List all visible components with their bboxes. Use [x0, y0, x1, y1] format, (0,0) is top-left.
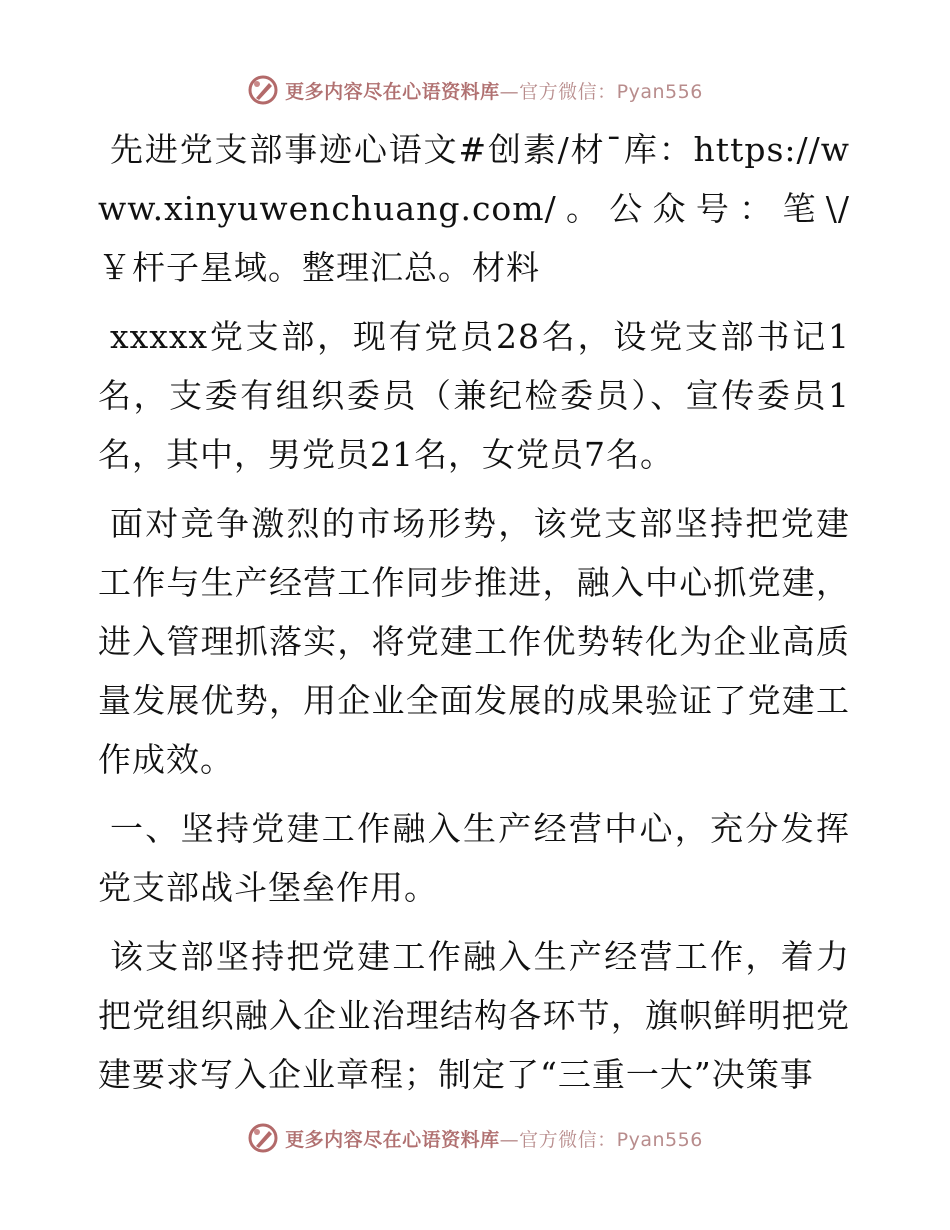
paragraph-intro: 先进党支部事迹心语文#创素/材¯库：https://www.xinyuwenchuang.com/。公众号：笔\/￥杆子星域。整理汇总。材料 [98, 130, 850, 287]
footer-banner [0, 1118, 950, 1158]
banner-contact: 官方微信：Pyan556 [519, 80, 703, 103]
pen-seal-icon [247, 74, 279, 106]
banner-separator: — [499, 80, 520, 103]
banner-brand: 更多内容尽在心语资料库 [285, 1128, 500, 1151]
pen-seal-icon [247, 1122, 279, 1154]
document-body [98, 120, 850, 1114]
header-banner [0, 70, 950, 110]
banner-text [285, 77, 703, 104]
paragraph-members: xxxxx党支部，现有党员28名，设党支部书记1名，支委有组织委员（兼纪检委员）、宣传委员1名，其中，男党员21名，女党员7名。 [98, 317, 850, 474]
paragraph-overview: 面对竞争激烈的市场形势，该党支部坚持把党建工作与生产经营工作同步推进，融入中心抓党建，进入管理抓落实，将党建工作优势转化为企业高质量发展优势，用企业全面发展的成果验证了党建工作成效。 [98, 504, 850, 779]
section-heading-1: 一、坚持党建工作融入生产经营中心，充分发挥党支部战斗堡垒作用。 [98, 809, 850, 907]
banner-separator: — [499, 1128, 520, 1151]
banner-contact: 官方微信：Pyan556 [519, 1128, 703, 1151]
banner-text [285, 1125, 703, 1152]
banner-brand: 更多内容尽在心语资料库 [285, 80, 500, 103]
paragraph-section-1: 该支部坚持把党建工作融入生产经营工作，着力把党组织融入企业治理结构各环节，旗帜鲜明把党建要求写入企业章程；制定了“三重一大”决策事 [98, 937, 850, 1094]
